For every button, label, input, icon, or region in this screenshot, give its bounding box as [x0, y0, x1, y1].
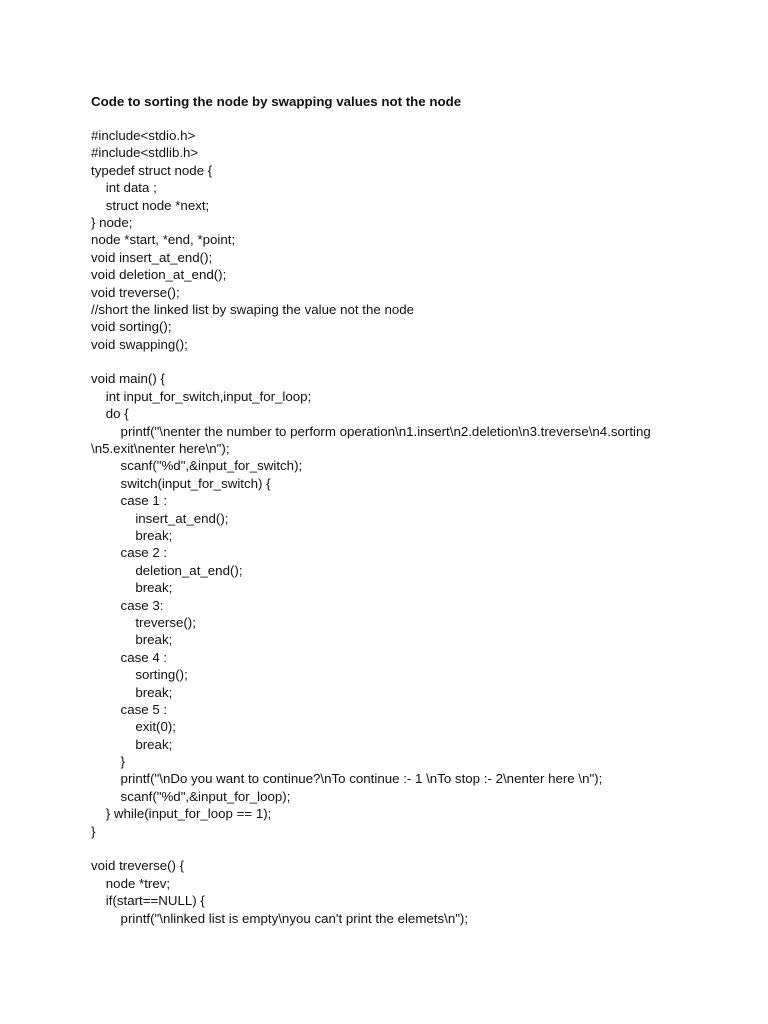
- code-line: }: [91, 754, 125, 770]
- code-line: break;: [91, 736, 173, 752]
- code-line: [91, 353, 691, 370]
- code-line: #include<stdlib.h>: [91, 145, 199, 161]
- code-line: case 3:: [91, 597, 164, 613]
- code-line: break;: [91, 632, 173, 648]
- code-line: struct node *next;: [91, 197, 210, 213]
- code-line: printf("\nlinked list is empty\nyou can't print the elemets\n");: [91, 910, 469, 926]
- code-line: } node;: [91, 214, 133, 230]
- code-line: exit(0);: [91, 719, 176, 735]
- code-line: printf("\nDo you want to continue?\nTo continue :- 1 \nTo stop :- 2\nenter here \n");: [91, 771, 603, 787]
- code-line: break;: [91, 684, 173, 700]
- code-line: break;: [91, 527, 173, 543]
- code-line: void treverse();: [91, 284, 180, 300]
- code-line: scanf("%d",&input_for_switch);: [91, 458, 303, 474]
- code-line: insert_at_end();: [91, 510, 229, 526]
- code-line: do {: [91, 406, 129, 422]
- document-title: Code to sorting the node by swapping values not the node: [91, 94, 462, 109]
- code-line: //short the linked list by swaping the value not the node: [91, 301, 415, 317]
- code-line: int data ;: [91, 180, 157, 196]
- code-line: case 5 :: [91, 701, 168, 717]
- code-line: void sorting();: [91, 319, 172, 335]
- code-block: [91, 127, 691, 927]
- code-line: void swapping();: [91, 336, 188, 352]
- code-line: case 1 :: [91, 493, 168, 509]
- code-line: node *start, *end, *point;: [91, 232, 236, 248]
- code-line: case 4 :: [91, 649, 168, 665]
- code-line: void deletion_at_end();: [91, 267, 227, 283]
- code-line: \n5.exit\nenter here\n");: [91, 441, 230, 457]
- code-line: }: [91, 823, 96, 839]
- code-line: void insert_at_end();: [91, 249, 213, 265]
- code-line: printf("\nenter the number to perform operation\n1.insert\n2.deletion\n3.treverse\n4.sorting: [91, 423, 651, 439]
- code-line: [91, 840, 691, 857]
- code-line: void treverse() {: [91, 858, 185, 874]
- code-line: typedef struct node {: [91, 162, 213, 178]
- code-line: break;: [91, 580, 173, 596]
- code-line: sorting();: [91, 667, 188, 683]
- code-line: switch(input_for_switch) {: [91, 475, 271, 491]
- code-line: if(start==NULL) {: [91, 893, 205, 909]
- code-line: #include<stdio.h>: [91, 128, 196, 143]
- code-line: int input_for_switch,input_for_loop;: [91, 388, 312, 404]
- code-line: deletion_at_end();: [91, 562, 243, 578]
- code-line: scanf("%d",&input_for_loop);: [91, 788, 291, 804]
- code-line: } while(input_for_loop == 1);: [91, 806, 272, 822]
- code-line: case 2 :: [91, 545, 168, 561]
- code-line: void main() {: [91, 371, 165, 387]
- code-line: treverse();: [91, 614, 196, 630]
- code-line: node *trev;: [91, 875, 171, 891]
